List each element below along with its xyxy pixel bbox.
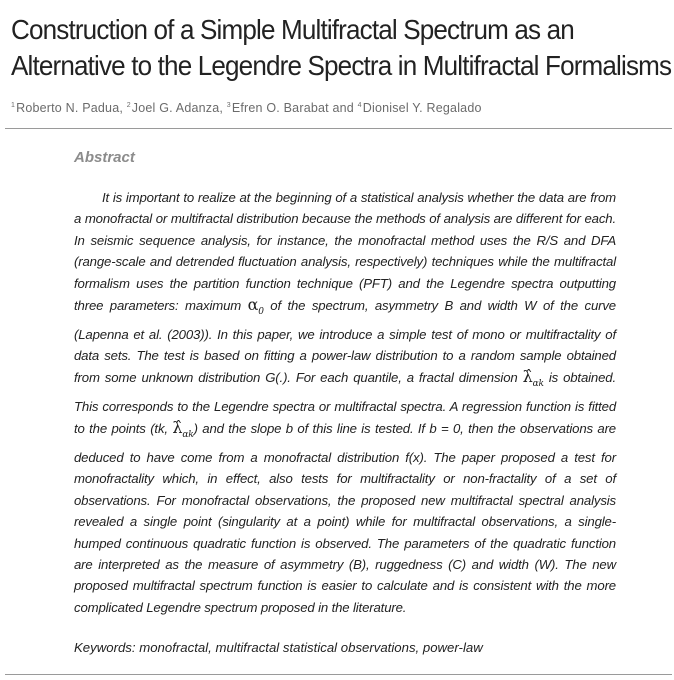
lambda-hat-symbol: $\lambdâ_{\alpha k}$ [522, 367, 544, 390]
author-1-name: Roberto N. Padua, [16, 101, 127, 115]
top-divider [5, 128, 672, 129]
author-1-affiliation: 1 [11, 102, 16, 109]
abstract-text-part-2: of the spectrum, asymmetry B and width W of the curve (Lapenna et al. (2003)). In this paper, we introduce a simple test of mono or multifractality of data sets. The test is based on fitting a power-law distribution to a random sample obtained from some unknown distribution G(.). For each quantile, a fractal dimension [74, 298, 616, 386]
lambda-hat-symbol-2: $\lambdâ_{\alpha k}$ [172, 418, 194, 441]
abstract-paragraph [74, 187, 616, 618]
author-list [11, 101, 482, 115]
paper-title-line-2: Alternative to the Legendre Spectra in Multifractal Formalisms [11, 50, 672, 81]
abstract-text-part-3: is obtained. This corresponds to the Legendre spectra or multifractal spectra. A regression function is fitted to the points (tk, [74, 370, 616, 437]
abstract-body [74, 187, 616, 618]
bottom-divider [5, 674, 672, 675]
author-4-name: Dionisel Y. Regalado [362, 101, 482, 115]
author-2-affiliation: 2 [126, 102, 131, 109]
keywords: Keywords: monofractal, multifractal statistical observations, power-law [74, 640, 483, 655]
abstract-text-part-4: ) and the slope b of this line is tested. If b = 0, then the observations are deduced to have come from a monofractal distribution f(x). The paper proposed a test for monofractality which, in effect, also tests for multifractality or non-fractality of a set of observations. For monofractal observations, the proposed new multifractal spectral analysis revealed a single point (singularity at a point) while for multifractal observations, a single-humped continuous quadratic function is observed. The parameters of the quadratic function are interpreted as the measure of asymmetry (B), ruggedness (C) and width (W). The new proposed multifractal spectrum function is easier to calculate and is consistent with the more complicated Legendre spectrum proposed in the literature. [74, 421, 616, 615]
paper-title [11, 12, 672, 84]
abstract-heading: Abstract [74, 149, 135, 166]
author-3-affiliation: 3 [226, 102, 231, 109]
author-2-name: Joel G. Adanza, [131, 101, 227, 115]
abstract-text-part-1: It is important to realize at the beginning of a statistical analysis whether the data are from a monofractal or multifractal distribution because the methods of analysis are different for each. In seismic sequence analysis, for instance, the monofractal method uses the R/S and DFA (range-scale and detrended fluctuation analysis, respectively) techniques while the multifractal formalism uses the partition function technique (PFT) and the Legendre spectra outputting three parameters: maximum [74, 190, 616, 314]
author-3-name: Efren O. Barabat and [231, 101, 358, 115]
alpha-zero-symbol: $\alpha_0$ [247, 295, 264, 318]
author-4-affiliation: 4 [357, 102, 362, 109]
paper-title-line-1: Construction of a Simple Multifractal Spectrum as an [11, 14, 574, 45]
